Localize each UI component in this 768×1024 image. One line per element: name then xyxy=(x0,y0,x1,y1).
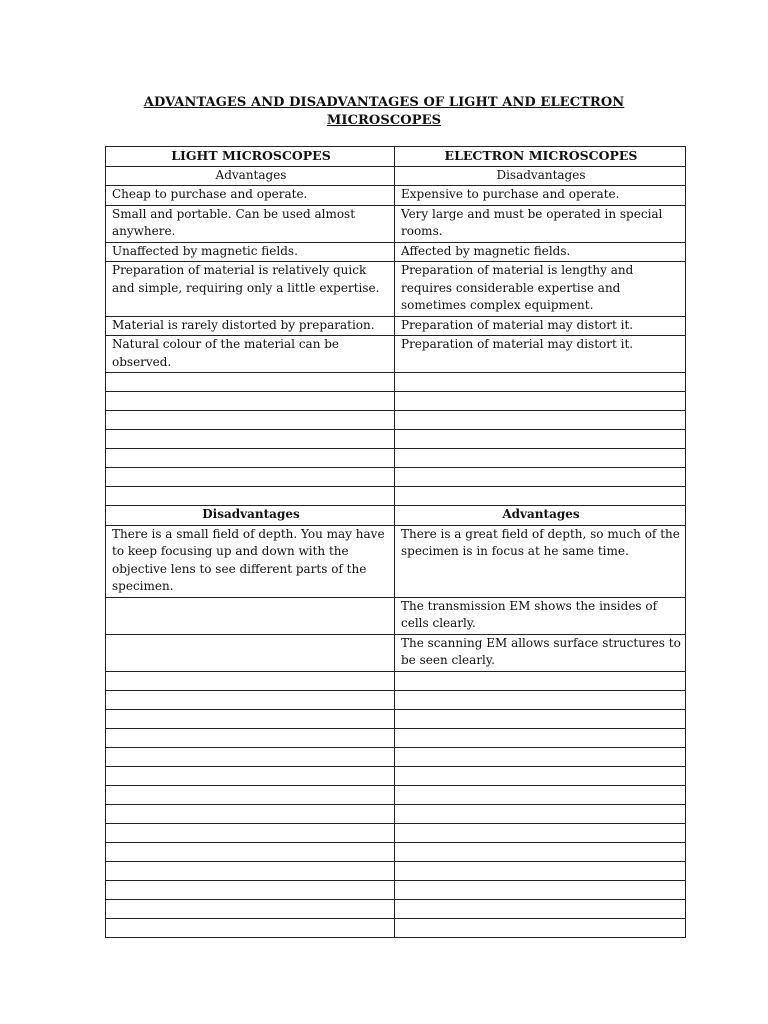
table-row xyxy=(106,205,686,242)
section2-heading-row xyxy=(106,506,686,526)
electron-cell: Preparation of material may distort it. xyxy=(395,316,686,336)
empty-cell xyxy=(106,392,395,411)
empty-row xyxy=(106,709,686,728)
empty-cell xyxy=(395,823,686,842)
page-title xyxy=(105,94,663,130)
light-cell: Unaffected by magnetic fields. xyxy=(106,242,395,262)
table-row xyxy=(106,262,686,317)
electron-cell: The transmission EM shows the insides of cells clearly. xyxy=(395,597,686,634)
empty-row xyxy=(106,468,686,487)
empty-row xyxy=(106,804,686,823)
title-line-1: ADVANTAGES AND DISADVANTAGES OF LIGHT AND ELECTRON xyxy=(143,95,625,110)
empty-row xyxy=(106,430,686,449)
empty-cell xyxy=(395,861,686,880)
empty-cell xyxy=(395,766,686,785)
empty-row xyxy=(106,392,686,411)
electron-cell: The scanning EM allows surface structures to be seen clearly. xyxy=(395,634,686,671)
electron-cell: Preparation of material is lengthy and requires considerable expertise and sometimes complex equipment. xyxy=(395,262,686,317)
empty-cell xyxy=(395,690,686,709)
empty-cell xyxy=(395,671,686,690)
empty-cell xyxy=(395,899,686,918)
electron-cell: Affected by magnetic fields. xyxy=(395,242,686,262)
empty-cell xyxy=(395,468,686,487)
table-row xyxy=(106,316,686,336)
empty-cell xyxy=(395,411,686,430)
electron-cell: Preparation of material may distort it. xyxy=(395,336,686,373)
empty-row xyxy=(106,842,686,861)
empty-cell xyxy=(106,899,395,918)
empty-cell xyxy=(395,709,686,728)
empty-cell xyxy=(106,804,395,823)
empty-cell xyxy=(106,468,395,487)
empty-cell xyxy=(106,785,395,804)
empty-row xyxy=(106,861,686,880)
column-header-electron: ELECTRON MICROSCOPES xyxy=(395,147,686,167)
empty-cell xyxy=(106,766,395,785)
electron-cell: There is a great field of depth, so much of the specimen is in focus at he same time. xyxy=(395,525,686,597)
table-row xyxy=(106,597,686,634)
empty-row xyxy=(106,411,686,430)
empty-cell xyxy=(106,842,395,861)
empty-cell xyxy=(106,823,395,842)
empty-cell xyxy=(395,880,686,899)
empty-cell xyxy=(395,728,686,747)
empty-row xyxy=(106,918,686,937)
light-cell: Small and portable. Can be used almost anywhere. xyxy=(106,205,395,242)
comparison-table xyxy=(105,146,686,938)
empty-cell xyxy=(106,690,395,709)
section1-left-heading: Advantages xyxy=(106,166,395,186)
empty-cell xyxy=(106,709,395,728)
empty-cell xyxy=(106,861,395,880)
light-cell xyxy=(106,597,395,634)
empty-cell xyxy=(395,430,686,449)
empty-cell xyxy=(395,747,686,766)
empty-row xyxy=(106,766,686,785)
electron-cell: Expensive to purchase and operate. xyxy=(395,186,686,206)
electron-cell: Very large and must be operated in special rooms. xyxy=(395,205,686,242)
empty-cell xyxy=(106,880,395,899)
empty-row xyxy=(106,373,686,392)
empty-cell xyxy=(395,785,686,804)
empty-cell xyxy=(395,392,686,411)
section2-left-heading: Disadvantages xyxy=(106,506,395,526)
table-row xyxy=(106,525,686,597)
empty-cell xyxy=(395,918,686,937)
empty-row xyxy=(106,747,686,766)
light-cell xyxy=(106,634,395,671)
light-cell: Preparation of material is relatively quick and simple, requiring only a little expertise. xyxy=(106,262,395,317)
empty-cell xyxy=(106,411,395,430)
light-cell: There is a small field of depth. You may have to keep focusing up and down with the objective lens to see different parts of the specimen. xyxy=(106,525,395,597)
empty-row xyxy=(106,449,686,468)
empty-cell xyxy=(395,449,686,468)
table-row xyxy=(106,186,686,206)
table-row xyxy=(106,336,686,373)
empty-cell xyxy=(395,373,686,392)
column-header-light: LIGHT MICROSCOPES xyxy=(106,147,395,167)
empty-cell xyxy=(106,487,395,506)
light-cell: Material is rarely distorted by preparation. xyxy=(106,316,395,336)
section2-right-heading: Advantages xyxy=(395,506,686,526)
empty-row xyxy=(106,823,686,842)
light-cell: Cheap to purchase and operate. xyxy=(106,186,395,206)
title-line-2: MICROSCOPES xyxy=(326,113,442,128)
empty-cell xyxy=(106,728,395,747)
empty-cell xyxy=(106,430,395,449)
empty-row xyxy=(106,785,686,804)
empty-cell xyxy=(395,804,686,823)
empty-cell xyxy=(106,918,395,937)
section1-right-heading: Disadvantages xyxy=(395,166,686,186)
empty-cell xyxy=(106,747,395,766)
empty-row xyxy=(106,899,686,918)
table-row xyxy=(106,634,686,671)
table-row xyxy=(106,242,686,262)
empty-cell xyxy=(106,449,395,468)
empty-row xyxy=(106,728,686,747)
light-cell: Natural colour of the material can be observed. xyxy=(106,336,395,373)
empty-cell xyxy=(395,842,686,861)
empty-row xyxy=(106,690,686,709)
section1-heading-row xyxy=(106,166,686,186)
empty-cell xyxy=(106,373,395,392)
empty-row xyxy=(106,880,686,899)
empty-row xyxy=(106,671,686,690)
empty-cell xyxy=(106,671,395,690)
empty-row xyxy=(106,487,686,506)
empty-cell xyxy=(395,487,686,506)
column-header-row xyxy=(106,147,686,167)
